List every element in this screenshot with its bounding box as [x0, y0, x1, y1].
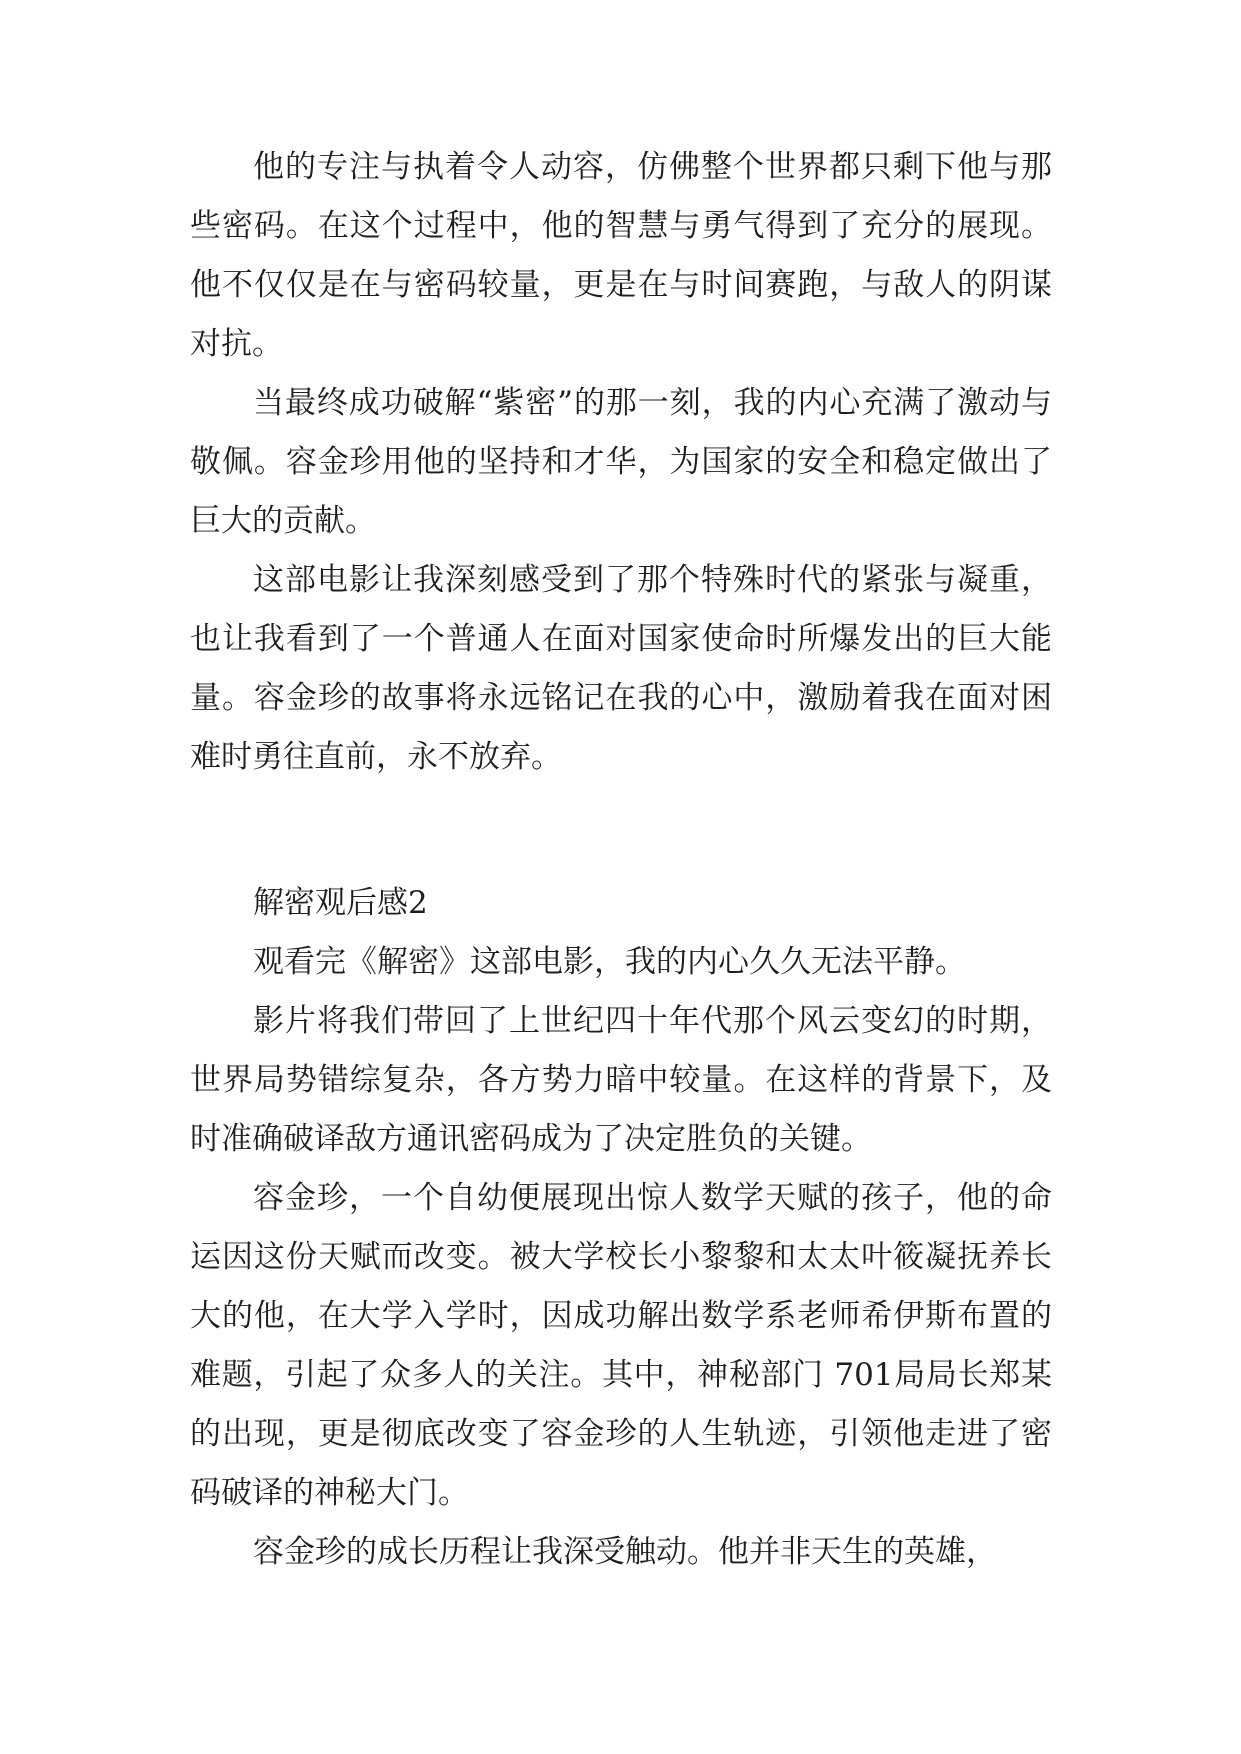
paragraph: 影片将我们带回了上世纪四十年代那个风云变幻的时期，世界局势错综复杂，各方势力暗中较量。在这样的背景下，及时准确破译敌方通讯密码成为了决定胜负的关键。 [190, 1003, 1052, 1157]
section-2 [190, 874, 1052, 1582]
section-1 [190, 138, 1052, 787]
paragraph: 容金珍的成长历程让我深受触动。他并非天生的英雄， [253, 1534, 997, 1570]
paragraph: 观看完《解密》这部电影，我的内心久久无法平静。 [253, 944, 966, 980]
section-heading: 解密观后感2 [253, 885, 428, 921]
paragraph: 他的专注与执着令人动容，仿佛整个世界都只剩下他与那些密码。在这个过程中，他的智慧与勇气得到了充分的展现。他不仅仅是在与密码较量，更是在与时间赛跑，与敌人的阴谋对抗。 [190, 149, 1052, 362]
paragraph: 当最终成功破解“紫密”的那一刻，我的内心充满了激动与敬佩。容金珍用他的坚持和才华，为国家的安全和稳定做出了巨大的贡献。 [190, 385, 1052, 539]
paragraph: 这部电影让我深刻感受到了那个特殊时代的紧张与凝重，也让我看到了一个普通人在面对国家使命时所爆发出的巨大能量。容金珍的故事将永远铭记在我的心中，激励着我在面对困难时勇往直前，永不放弃。 [190, 562, 1052, 775]
paragraph: 容金珍，一个自幼便展现出惊人数学天赋的孩子，他的命运因这份天赋而改变。被大学校长小黎黎和太太叶筱凝抚养长大的他，在大学入学时，因成功解出数学系老师希伊斯布置的难题，引起了众多人的关注。其中，神秘部门 701局局长郑某的出现，更是彻底改变了容金珍的人生轨迹，引领他走进了密码破译的神秘大门。 [190, 1180, 1052, 1511]
